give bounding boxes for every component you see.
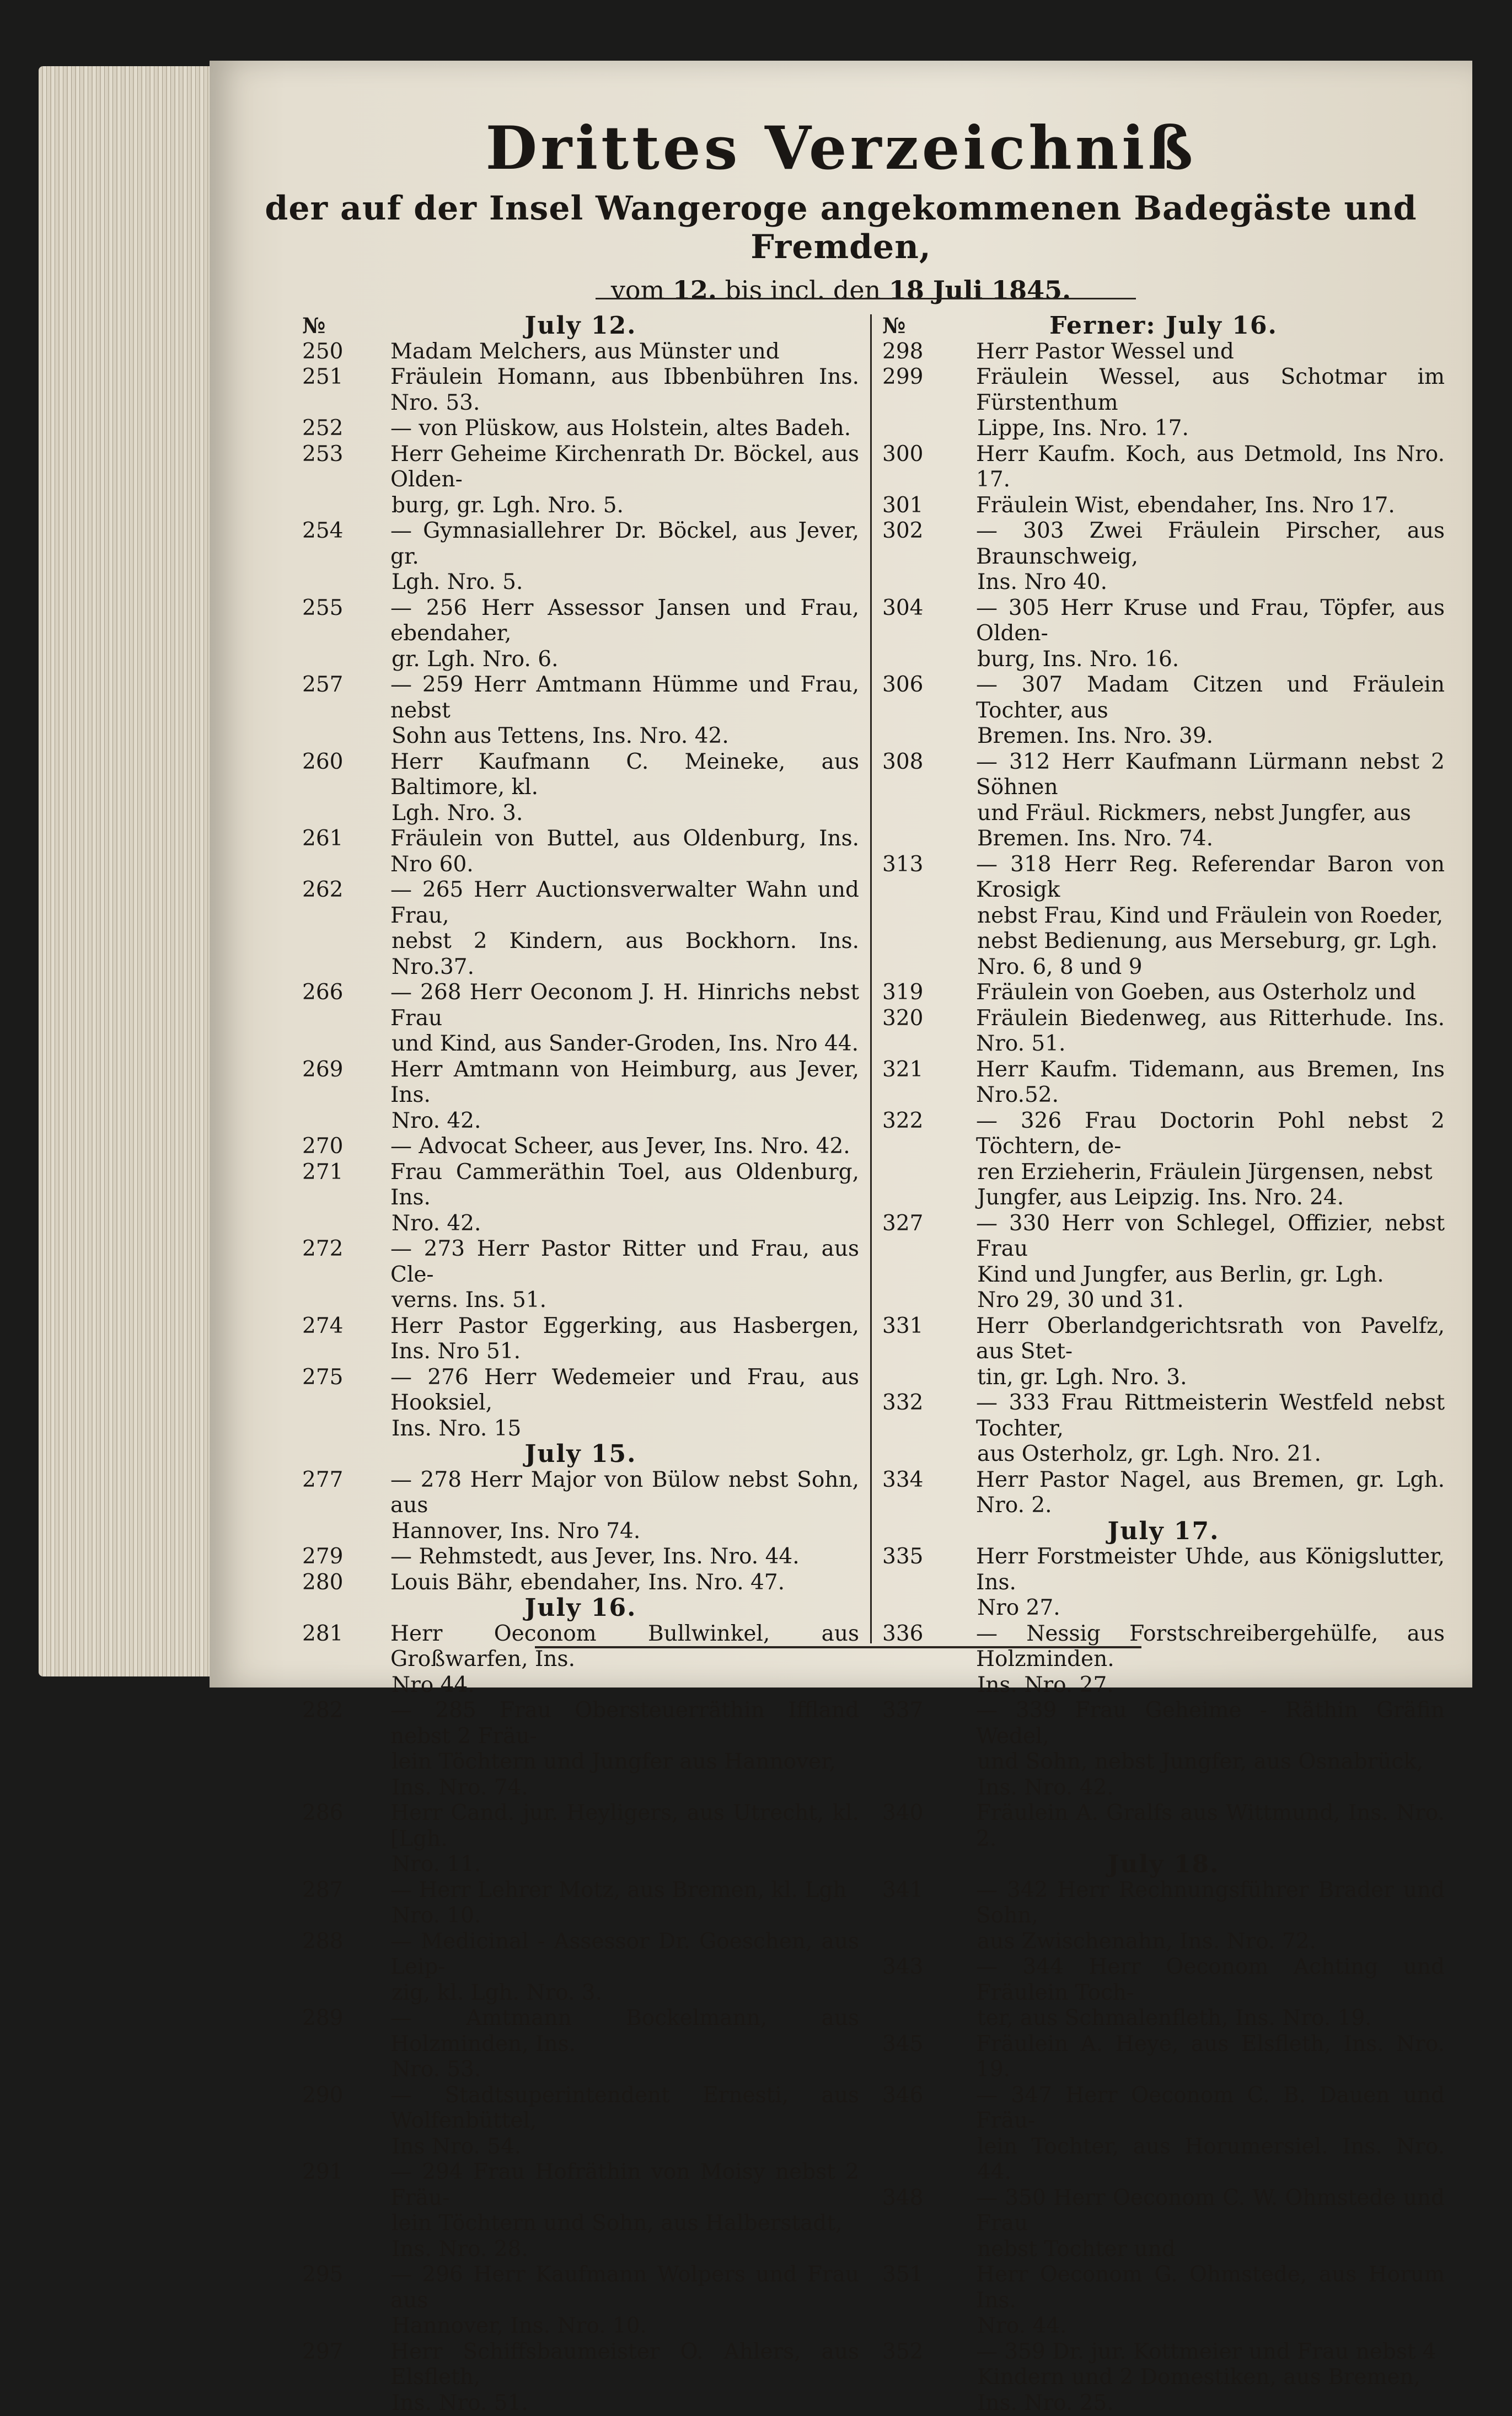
entry-number: 280	[302, 1570, 343, 1596]
entry-text-line: aus Zwischenahn, Ins. Nro. 72.	[882, 1929, 1445, 1955]
entry-number: 320	[882, 1006, 923, 1032]
register-entry	[302, 442, 859, 519]
entry-text-line: Ins. Nro. 42.	[882, 1775, 1445, 1801]
entry-text-line: nebst Tochter und	[882, 2237, 1445, 2263]
entry-text-line: Fräulein Homann, aus Ibbenbühren Ins. Nro. 53.	[302, 365, 859, 416]
entry-text-line: Hannover, Ins. Nro. 10.	[302, 2313, 859, 2339]
entry-text-line: — 305 Herr Kruse und Frau, Töpfer, aus Olden-	[882, 596, 1445, 647]
date-heading: July 18.	[882, 1852, 1445, 1878]
entry-number: 340	[882, 1801, 923, 1826]
entry-text-line: Nro. 42.	[302, 1108, 859, 1134]
entry-text-line: — 339 Frau Geheime - Räthin Gräfin Wedel,	[882, 1698, 1445, 1749]
number-symbol: №	[882, 313, 905, 339]
entry-number: 254	[302, 518, 343, 544]
register-entry	[302, 1544, 859, 1570]
entry-text-line: — 312 Herr Kaufmann Lürmann nebst 2 Söhnen	[882, 749, 1445, 801]
register-entry	[302, 1878, 859, 1929]
register-entry	[882, 2185, 1445, 2263]
entry-text-line: Hannover, Ins. Nro 74.	[302, 1519, 859, 1545]
entry-text-line: Nro. 42.	[302, 1211, 859, 1237]
entry-number: 282	[302, 1698, 343, 1724]
register-entry	[882, 2083, 1445, 2185]
register-entry	[302, 672, 859, 749]
register-entry	[882, 1878, 1445, 1955]
entry-number: 306	[882, 672, 923, 698]
entry-text-line: — 268 Herr Oeconom J. H. Hinrichs nebst Frau	[302, 980, 859, 1031]
entry-text-line: Herr Kaufm. Koch, aus Detmold, Ins Nro. 17.	[882, 442, 1445, 493]
entry-number: 301	[882, 493, 923, 519]
register-entry	[302, 2006, 859, 2083]
entry-text-line: — Stadtsuperintendent Ernesti, aus Wolfenbüttel,	[302, 2083, 859, 2134]
entry-text-line: Ins Nro. 54.	[302, 2134, 859, 2160]
entry-number: 302	[882, 518, 923, 544]
entry-number: 279	[302, 1544, 343, 1570]
register-entry	[882, 1698, 1445, 1801]
entry-text-line: — 342 Herr Rechnungsführer Brader und Sohn,	[882, 1878, 1445, 1929]
entry-text-line: Jungfer, aus Leipzig. Ins. Nro. 24.	[882, 1185, 1445, 1211]
date-heading: July 12.	[302, 313, 859, 339]
register-entry	[882, 1544, 1445, 1621]
entry-text-line: Herr Pastor Nagel, aus Bremen, gr. Lgh. Nro. 2.	[882, 1467, 1445, 1519]
register-entry	[302, 1365, 859, 1442]
register-entry	[882, 1057, 1445, 1108]
entry-number: 343	[882, 1954, 923, 1980]
entry-number: 332	[882, 1390, 923, 1416]
entry-text-line: Herr Kaufmann C. Meineke, aus Baltimore, kl.	[302, 749, 859, 801]
register-entry	[302, 596, 859, 673]
entry-text-line: Madam Melchers, aus Münster und	[302, 339, 859, 365]
entry-number: 289	[302, 2006, 343, 2032]
entry-text-line: Fräulein Biedenweg, aus Ritterhude. Ins. Nro. 51.	[882, 1006, 1445, 1057]
entry-number: 253	[302, 442, 343, 468]
register-entry	[882, 1621, 1445, 1699]
register-entry	[302, 1570, 859, 1596]
entry-text-line: Kindern und 2 Domestiken, aus Bremen,	[882, 2365, 1445, 2391]
entry-number: 291	[302, 2160, 343, 2185]
entry-text-line: — 285 Frau Obersteuerräthin Iffland nebst 2 Fräu-	[302, 1698, 859, 1749]
entry-text-line: — 276 Herr Wedemeier und Frau, aus Hooksiel,	[302, 1365, 859, 1416]
entry-text-line: Louis Bähr, ebendaher, Ins. Nro. 47.	[302, 1570, 859, 1596]
entry-text-line: Fräulein von Buttel, aus Oldenburg, Ins. Nro 60.	[302, 826, 859, 877]
entry-number: 319	[882, 980, 923, 1006]
register-entry	[882, 2262, 1445, 2339]
entry-text-line: Nro. 53.	[302, 2057, 859, 2083]
book-page-edges	[39, 66, 215, 1676]
entry-text-line: Herr Oberlandgerichtsrath von Pavelfz, aus Stet-	[882, 1314, 1445, 1365]
entry-text-line: — 273 Herr Pastor Ritter und Frau, aus Cle-	[302, 1236, 859, 1288]
register-entry	[302, 1801, 859, 1878]
entry-text-line: Herr Forstmeister Uhde, aus Königslutter, Ins.	[882, 1544, 1445, 1595]
entry-text-line: Ins. Nro. 51.	[302, 2391, 859, 2416]
register-entry	[302, 1929, 859, 2006]
register-entry	[302, 826, 859, 877]
entry-number: 313	[882, 852, 923, 878]
entry-text-line: burg, gr. Lgh. Nro. 5.	[302, 493, 859, 519]
register-entry	[882, 1390, 1445, 1467]
entry-text-line: — 333 Frau Rittmeisterin Westfeld nebst Tochter,	[882, 1390, 1445, 1442]
entry-text-line: — Medicinal - Assessor Dr. Goeschen, aus Leip-	[302, 1929, 859, 1980]
entry-text-line: lein Töchtern und Sohn, aus Halberstadt,	[302, 2211, 859, 2237]
entry-text-line: Bremen. Ins. Nro. 39.	[882, 724, 1445, 749]
entry-number: 271	[302, 1160, 343, 1186]
entry-number: 260	[302, 749, 343, 775]
register-entry	[302, 749, 859, 827]
entry-text-line: Herr Cand. jur. Heyligers, aus Utrecht, kl. [Lgh.	[302, 1801, 859, 1852]
entry-text-line: Herr Oeconom Bullwinkel, aus Großwarfen, Ins.	[302, 1621, 859, 1673]
entry-text-line: aus Osterholz, gr. Lgh. Nro. 21.	[882, 1442, 1445, 1467]
register-entry	[302, 877, 859, 980]
entry-number: 297	[302, 2339, 343, 2365]
entry-number: 308	[882, 749, 923, 775]
entry-number: 255	[302, 596, 343, 622]
register-entry	[882, 493, 1445, 519]
entry-number: 266	[302, 980, 343, 1006]
entry-number: 295	[302, 2262, 343, 2288]
entry-number: 290	[302, 2083, 343, 2109]
entry-number: 348	[882, 2185, 923, 2211]
entry-number: 351	[882, 2262, 923, 2288]
date-to: 18 Juli 1845.	[889, 275, 1071, 305]
register-entry	[882, 749, 1445, 852]
entry-number: 286	[302, 1801, 343, 1826]
entry-number: 287	[302, 1878, 343, 1904]
entry-text-line: gr. Lgh. Nro. 6.	[302, 647, 859, 673]
entry-number: 336	[882, 1621, 923, 1647]
entry-text-line: Fräulein Wist, ebendaher, Ins. Nro 17.	[882, 493, 1445, 519]
entry-text-line: — 326 Frau Doctorin Pohl nebst 2 Töchtern, de-	[882, 1108, 1445, 1160]
register-entry	[882, 1211, 1445, 1314]
left-column	[302, 313, 859, 2416]
entry-text-line: — 344 Herr Oeconom Achting und Fräulein Toch-	[882, 1954, 1445, 2006]
entry-text-line: Ins. Nro. 74.	[302, 1775, 859, 1801]
page-title: Drittes Verzeichniß	[210, 116, 1472, 181]
entry-text-line: — Advocat Scheer, aus Jever, Ins. Nro. 42.	[302, 1134, 859, 1160]
entry-text-line: Herr Pastor Eggerking, aus Hasbergen, Ins. Nro 51.	[302, 1314, 859, 1365]
register-entry	[302, 980, 859, 1057]
column-divider	[870, 314, 872, 1643]
entry-number: 274	[302, 1314, 343, 1340]
register-entry	[882, 980, 1445, 1006]
entry-number: 304	[882, 596, 923, 622]
entry-text-line: Fräulein Wessel, aus Schotmar im Fürstenthum	[882, 365, 1445, 416]
entry-text-line: Herr Oeconom G. Ohmstede, aus Horum Ins.	[882, 2262, 1445, 2313]
entry-number: 299	[882, 365, 923, 390]
entry-text-line: lein Tochter, aus Horumersiel. Ins. Nro. 44.	[882, 2134, 1445, 2185]
register-entry	[882, 518, 1445, 596]
entry-text-line: Frau Cammeräthin Toel, aus Oldenburg, Ins.	[302, 1160, 859, 1211]
register-entry	[302, 1057, 859, 1134]
right-column	[882, 313, 1445, 2416]
register-entry	[882, 442, 1445, 493]
entry-text-line: — 296 Herr Kaufmann Wolpers und Frau aus	[302, 2262, 859, 2313]
entry-text-line: und Sohn, nebst Jungfer, aus Osnabrück,	[882, 1749, 1445, 1775]
register-entry	[882, 1108, 1445, 1211]
entry-number: 262	[302, 877, 343, 903]
register-entry	[882, 672, 1445, 749]
entry-text-line: — 265 Herr Auctionsverwalter Wahn und Frau,	[302, 877, 859, 929]
entry-text-line: Herr Pastor Wessel und	[882, 339, 1445, 365]
entry-number: 334	[882, 1467, 923, 1493]
entry-number: 269	[302, 1057, 343, 1083]
date-heading: July 15.	[302, 1442, 859, 1467]
entry-text-line: Nro. 11.	[302, 1852, 859, 1878]
entry-text-line: Ins. Nro. 25.	[882, 2391, 1445, 2416]
entry-text-line: nebst Frau, Kind und Fräulein von Roeder,	[882, 903, 1445, 929]
entry-text-line: — 347 Herr Oeconom C. B. Dauen und Fräu-	[882, 2083, 1445, 2134]
entry-number: 277	[302, 1467, 343, 1493]
entry-number: 275	[302, 1365, 343, 1391]
register-entry	[302, 1160, 859, 1237]
entry-number: 331	[882, 1314, 923, 1340]
right-column-head	[882, 313, 1445, 339]
entry-text-line: tin, gr. Lgh. Nro. 3.	[882, 1365, 1445, 1391]
entry-number: 272	[302, 1236, 343, 1262]
entry-number: 257	[302, 672, 343, 698]
date-from: 12.	[673, 275, 717, 305]
entry-number: 327	[882, 1211, 923, 1237]
entry-text-line: Herr Geheime Kirchenrath Dr. Böckel, aus Olden-	[302, 442, 859, 493]
entry-text-line: — 259 Herr Amtmann Hümme und Frau, nebst	[302, 672, 859, 724]
page-subtitle: der auf der Insel Wangeroge angekommenen Badegäste und Fremden,	[210, 189, 1472, 266]
entry-text-line: ren Erzieherin, Fräulein Jürgensen, nebst	[882, 1160, 1445, 1186]
register-entry	[302, 1236, 859, 1314]
entry-text-line: nebst Bedienung, aus Merseburg, gr. Lgh.	[882, 929, 1445, 955]
entry-number: 250	[302, 339, 343, 365]
date-prefix: vom	[611, 275, 664, 305]
entry-text-line: — 350 Herr Oeconom C. W. Ohmstede und Frau	[882, 2185, 1445, 2237]
entry-number: 335	[882, 1544, 923, 1570]
entry-text-line: Herr Amtmann von Heimburg, aus Jever, Ins.	[302, 1057, 859, 1108]
entry-text-line: Nro. 44.	[882, 2313, 1445, 2339]
register-entry	[302, 365, 859, 416]
register-entry	[302, 2262, 859, 2339]
entry-text-line: Nro 44.	[302, 1673, 859, 1699]
entry-text-line: zig, kl. Lgh. Nro. 3.	[302, 1980, 859, 2006]
register-entry	[302, 1698, 859, 1801]
entry-text-line: burg, Ins. Nro. 16.	[882, 647, 1445, 673]
register-entry	[882, 2032, 1445, 2083]
register-entry	[302, 1467, 859, 1545]
entry-text-line: — 359 Dr. jur. Kottmeier und Frau nebst 4	[882, 2339, 1445, 2365]
entry-text-line: verns. Ins. 51.	[302, 1288, 859, 1314]
register-entry	[882, 2339, 1445, 2416]
left-column-head	[302, 313, 859, 339]
register-entry	[302, 416, 859, 442]
entry-text-line: Ins. Nro. 28.	[302, 2237, 859, 2263]
entry-number: 298	[882, 339, 923, 365]
register-entry	[302, 2160, 859, 2262]
header-rule	[596, 298, 1136, 299]
register-entry	[302, 2083, 859, 2160]
register-entry	[882, 1006, 1445, 1057]
register-entry	[882, 365, 1445, 442]
entry-number: 251	[302, 365, 343, 390]
register-entry	[302, 1314, 859, 1365]
register-entry	[882, 339, 1445, 365]
entry-text-line: Lgh. Nro. 3.	[302, 801, 859, 827]
entry-text-line: — 307 Madam Citzen und Fräulein Tochter, aus	[882, 672, 1445, 724]
entry-text-line: — Gymnasiallehrer Dr. Böckel, aus Jever, gr.	[302, 518, 859, 570]
entry-text-line: — 256 Herr Assessor Jansen und Frau, ebendaher,	[302, 596, 859, 647]
entry-number: 288	[302, 1929, 343, 1955]
entry-text-line: Nro. 10.	[302, 1903, 859, 1929]
entry-text-line: — Rehmstedt, aus Jever, Ins. Nro. 44.	[302, 1544, 859, 1570]
date-heading: July 16.	[302, 1595, 859, 1621]
entry-text-line: — 294 Frau Hofräthin von Moisy nebst 2 Fräu-	[302, 2160, 859, 2211]
date-heading: Ferner: July 16.	[882, 313, 1445, 339]
register-entry	[882, 1314, 1445, 1391]
entry-number: 270	[302, 1134, 343, 1160]
entry-text-line: — 303 Zwei Fräulein Pirscher, aus Braunschweig,	[882, 518, 1445, 570]
entry-text-line: — Amtmann Bockelmann, aus Holzminden, Ins.	[302, 2006, 859, 2057]
entry-number: 261	[302, 826, 343, 852]
entry-text-line: Nro. 6, 8 und 9	[882, 955, 1445, 981]
entry-number: 322	[882, 1108, 923, 1134]
entry-number: 281	[302, 1621, 343, 1647]
entry-text-line: und Fräul. Rickmers, nebst Jungfer, aus	[882, 801, 1445, 827]
number-symbol: №	[302, 313, 325, 339]
entry-text-line: Nro 29, 30 und 31.	[882, 1288, 1445, 1314]
entry-text-line: Nro 27.	[882, 1595, 1445, 1621]
entry-text-line: — 318 Herr Reg. Referendar Baron von Krosigk	[882, 852, 1445, 903]
entry-text-line: Lgh. Nro. 5.	[302, 570, 859, 596]
date-heading: July 17.	[882, 1519, 1445, 1545]
entry-text-line: — 330 Herr von Schlegel, Offizier, nebst Frau	[882, 1211, 1445, 1262]
entry-text-line: — von Plüskow, aus Holstein, altes Badeh.	[302, 416, 859, 442]
entry-number: 300	[882, 442, 923, 468]
entry-number: 252	[302, 416, 343, 442]
entry-text-line: Sohn aus Tettens, Ins. Nro. 42.	[302, 724, 859, 749]
date-range	[210, 275, 1472, 305]
entry-text-line: — 278 Herr Major von Bülow nebst Sohn, aus	[302, 1467, 859, 1519]
entry-text-line: Ins. Nro 40.	[882, 570, 1445, 596]
entry-number: 345	[882, 2032, 923, 2058]
entry-text-line: Lippe, Ins. Nro. 17.	[882, 416, 1445, 442]
book-page	[210, 61, 1472, 1688]
page-header	[210, 116, 1472, 305]
entry-text-line: Fräulein A. Gralfs aus Wittmund, Ins. Nro. 2.	[882, 1801, 1445, 1852]
entry-text-line: — Nessig Forstschreibergehülfe, aus Holzminden.	[882, 1621, 1445, 1673]
entry-text-line: Herr Kaufm. Tidemann, aus Bremen, Ins Nro.52.	[882, 1057, 1445, 1108]
entry-number: 321	[882, 1057, 923, 1083]
register-entry	[882, 1954, 1445, 2032]
register-entry	[302, 2339, 859, 2416]
register-entry	[302, 339, 859, 365]
entry-number: 346	[882, 2083, 923, 2109]
entry-text-line: und Kind, aus Sander-Groden, Ins. Nro 44.	[302, 1031, 859, 1057]
entry-text-line: Ins. Nro. 27.	[882, 1673, 1445, 1699]
register-entry	[882, 1801, 1445, 1852]
register-entry	[302, 1621, 859, 1699]
date-mid: bis incl. den	[725, 275, 881, 305]
entry-text-line: Ins. Nro. 15	[302, 1416, 859, 1442]
register-entry	[302, 518, 859, 596]
register-entry	[882, 1467, 1445, 1519]
entry-number: 352	[882, 2339, 923, 2365]
register-entry	[302, 1134, 859, 1160]
entry-text-line: Fräulein von Goeben, aus Osterholz und	[882, 980, 1445, 1006]
entry-text-line: Fräulein A. Heye, aus Elsfleth, Ins. Nro. 19.	[882, 2032, 1445, 2083]
entry-text-line: Bremen. Ins. Nro. 74.	[882, 826, 1445, 852]
entry-text-line: ter, aus Schmalenfleth, Ins. Nro. 19.	[882, 2006, 1445, 2032]
entry-text-line: Herr Schiffsbaumeister O. Ahlers, aus Elsfleth,	[302, 2339, 859, 2391]
entry-text-line: nebst 2 Kindern, aus Bockhorn. Ins. Nro.37.	[302, 929, 859, 980]
entry-number: 341	[882, 1878, 923, 1904]
register-entry	[882, 596, 1445, 673]
entry-text-line: Kind und Jungfer, aus Berlin, gr. Lgh.	[882, 1262, 1445, 1288]
entry-number: 337	[882, 1698, 923, 1724]
entry-text-line: — Herr Lehrer Motz, aus Bremen, kl. Lgh	[302, 1878, 859, 1904]
entry-text-line: lein Töchtern und Jungfer aus Hannover,	[302, 1749, 859, 1775]
register-entry	[882, 852, 1445, 981]
